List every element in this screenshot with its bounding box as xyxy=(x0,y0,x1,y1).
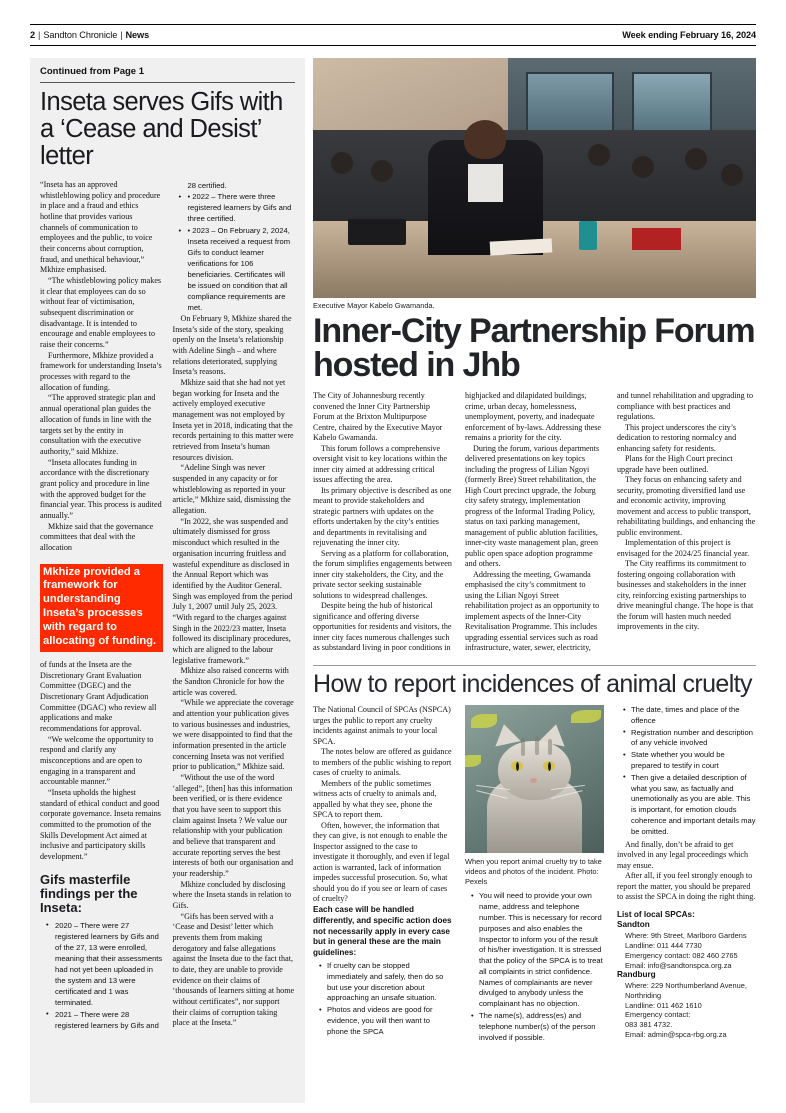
list-item: • You will need to provide your own name, address and telephone number. This is necessary for record purposes and also enables the Inspector to inform you of the result of his/her investigation. It is stressed that the policy of the SPCA is to treat all complaints in strict confidence. Names of complainants are never divulged to anybody unless the complainant has no objection. xyxy=(473,891,604,1010)
photo-red-object xyxy=(632,228,681,250)
paragraph: Mkhize said that she had not yet began working for Inseta and the actively employed executive management was not employed by Inseta yet in 2018, indicating that the records pertaining to this matter were retrieved from Inseta’s human resources division. xyxy=(172,378,294,462)
paragraph: Implementation of this project is envisaged for the 2024/25 financial year. xyxy=(617,538,750,558)
paragraph: “Inseta allocates funding in accordance with the discretionary grant policy and procedure in line with the approved budget for the financial year. This process is audited annually.” xyxy=(40,457,162,520)
spca-guidelines-list xyxy=(313,961,452,1037)
masthead-left xyxy=(30,30,149,40)
spca-article-headline: How to report incidences of animal cruelty xyxy=(313,669,752,698)
spca-info-list xyxy=(465,891,604,1043)
spca-branch-randburg xyxy=(617,970,756,1039)
branch-emergency: Emergency contact: 082 460 2765 xyxy=(625,950,738,960)
list-item: • If cruelty can be stopped immediately and safely, then do so but use your discretion about approaching an unsafe situation. xyxy=(321,961,452,1004)
pull-quote: Mkhize provided a framework for understanding Inseta’s processes with regard to allocating of funding. xyxy=(40,564,163,652)
publication-name: Sandton Chronicle xyxy=(43,30,118,40)
spca-details-list xyxy=(617,705,756,837)
paragraph: Serving as a platform for collaboration, the forum simplifies engagements between inner city stakeholders, the City, and the private sector seeking sustainable solutions to widespread challenges. xyxy=(313,548,452,600)
branch-name: Sandton xyxy=(617,920,650,930)
paragraph: And finally, don’t be afraid to get involved in any legal proceedings which may ensue. xyxy=(617,839,749,870)
paragraph: Mkhize said that the governance committees that deal with the allocation xyxy=(40,521,154,552)
left-article-panel xyxy=(30,58,305,1103)
cat-stripe xyxy=(535,736,539,755)
list-item: • 2020 – There were 27 registered learners by Gifs and of the 27, 13 were enrolled, meaning that their assessments had not yet been uploaded in the system and 13 were certificated and 1 was terminated. xyxy=(49,920,163,1008)
paragraph: “The approved strategic plan and annual operational plan guides the allocation of funds in line with the targets set by the entity in consultation with the executive authority,” said Mkhize. xyxy=(40,393,156,456)
paragraph: “Gifs has been served with a ‘Cease and Desist’ letter which prevents them from making derogatory and false allegations against the Inseta due to the fact that, to date, they are unable to provide evidence on their claims of ‘thousands of learners sitting at home without certificates”, nor support their claims of corruption taking place at the Inseta.” xyxy=(172,911,295,1028)
spca-branch-sandton xyxy=(617,920,756,970)
paragraph: “While we appreciate the coverage and attention your publication gives to various businesses and industries, we were disappointed to find that the information presented in the article concerning Inseta was not verified prior to publication,” Mkhize said. xyxy=(172,698,294,772)
spca-column-1 xyxy=(313,705,452,1044)
cat-pupil-right xyxy=(548,762,551,771)
photo-window-2 xyxy=(632,72,712,134)
section-divider xyxy=(313,665,756,666)
forum-article-body xyxy=(313,391,756,654)
list-item: • Registration number and description of any vehicle involved xyxy=(625,728,756,750)
cat-photo xyxy=(465,705,604,853)
photo-window-1 xyxy=(526,72,615,134)
spca-column-3 xyxy=(617,705,756,1044)
continued-kicker: Continued from Page 1 xyxy=(40,66,295,83)
spca-guidelines-intro: Each case will be handled differently, and specific action does not necessarily apply in every case but in general these are the main guidelines: xyxy=(313,904,452,958)
list-item: • State whether you would be prepared to testify in court xyxy=(625,750,756,772)
photo-bottle xyxy=(579,221,597,250)
list-item: • 2021 – There were 28 registered learners by Gifs and 28 certified. xyxy=(49,180,295,1031)
paragraph: “The whistleblowing policy makes it clear that employees can do so without fear of victimisation, subsequent discrimination or disadvantage. It is intended to encourage and enable employees to raise their concerns.” xyxy=(40,276,162,350)
cat-stripe xyxy=(521,738,525,756)
branch-name: Randburg xyxy=(617,970,656,980)
paragraph: After all, if you feel strongly enough to report the matter, you should be prepared to assist the SPCA in doing the right thing. xyxy=(617,871,756,902)
cat-stripe xyxy=(548,739,552,755)
photo-speaker-head xyxy=(464,120,506,158)
paragraph: “In 2022, she was suspended and ultimately dismissed for gross misconduct which resulted in the organisation incurring fruitless and wasteful expenditure as disclosed in the Annual Report which was identified by the Auditor General. Singh was employed from the period July 1, 2007 until July 25, 2023. “With regard to the charges against Singh in the 2022/23 matter, Inseta followed its disciplinary procedures, which are aligned to the labour legislative framework.” xyxy=(172,516,293,665)
branch-emergency-number: 083 381 4732. xyxy=(625,1020,673,1030)
masthead-separator-2: | xyxy=(120,30,123,40)
paragraph: Its primary objective is described as one meant to provide stakeholders and strategic partners with updates on the efforts undertaken by the city’s entities and departments in revitalising and rejuvenating the inner city. xyxy=(313,485,452,548)
paragraph: They focus on enhancing safety and security, promoting diversified land use and economic activity, improving movement and access to public transport, rehabilitating buildings, and enhancing the public environment. xyxy=(617,475,756,537)
paragraph: “Without the use of the word ‘alleged”, [then] has this information been verified, or is there evidence that you have seen to support this claim against Inseta ? We value our relationship with your publication and believe that transparent and accurate reporting serves the best interests of both our organisation and your readership.” xyxy=(172,772,294,878)
spca-column-2 xyxy=(465,705,604,1044)
photo-laptop xyxy=(348,219,406,245)
masthead-separator-1: | xyxy=(38,30,41,40)
paragraph: The City reaffirms its commitment to fostering ongoing collaboration with businesses and stakeholders in the inner city, reinforcing existing partnerships to drive meaningful change. The hope is that the forum will hasten much needed improvements in the city. xyxy=(617,559,754,632)
left-article-headline: Inseta serves Gifs with a ‘Cease and Desist’ letter xyxy=(40,88,283,171)
photo-speaker-shirt xyxy=(468,164,503,202)
spca-article-body xyxy=(313,705,756,1044)
paragraph: “Adeline Singh was never suspended in any capacity or for whistleblowing as reported in your article,” Mkhize said, dismissing the allegation. xyxy=(172,463,291,516)
paragraph: Mkhize also raised concerns with the Sandton Chronicle for how the article was covered. xyxy=(172,666,289,697)
findings-list-continued xyxy=(173,191,296,313)
forum-photo xyxy=(313,58,756,298)
paragraph: During the forum, various departments delivered presentations on key topics including the progress of Lilian Ngoyi (formerly Bree) Street rehabilitation, the High Court precinct upgrade, the Joburg city safety strategy, implementation progress of the Informal Trading Policy, status on taxi parking management, management of public ablution facilities, inner-city waste management plan, green public open space adoption programme and others. xyxy=(465,443,600,569)
paragraph: Despite being the hub of historical significance and offering diverse opportunities for residents and visitors, the inner city faces numerous challenges such as substandard living in poor conditions in highjacked and dilapidated buildings, crime, urban decay, homelessness, unemployment, poverty, and inadequate enforcement of by-laws. Addressing these remains a priority for the city. xyxy=(313,391,601,653)
forum-article-headline: Inner-City Partnership Forum hosted in Jhb xyxy=(313,312,755,384)
masthead-date: Week ending February 16, 2024 xyxy=(622,30,756,40)
paragraph: “We welcome the opportunity to respond and clarify any misconceptions and are open to engaging in a transparent and accountable manner.” xyxy=(40,734,154,787)
branch-emergency: Emergency contact: xyxy=(625,1010,691,1020)
section-name: News xyxy=(125,30,150,40)
branch-landline: Landline: 011 444 7730 xyxy=(625,941,702,951)
paragraph: The notes below are offered as guidance to members of the public wishing to report cases of cruelty to animals. xyxy=(313,747,452,778)
left-article-subhead: Gifs masterfile findings per the Inseta: xyxy=(40,871,138,916)
page-number: 2 xyxy=(30,30,36,40)
paragraph: Addressing the meeting, Gwamanda emphasised the city’s commitment to using the Lilian Ngoyi Street rehabilitation project as an opportunity to implement aspects of the Inner-City Revitalisation Programme. This includes upgrading essential services such as road infrastructure, water, sewer, electricity, and tunnel rehabilitation and upgrading to compliance with best practices and regulations. xyxy=(465,391,753,653)
paragraph: Mkhize concluded by disclosing where the Inseta stands in relation to Gifs. xyxy=(172,879,292,910)
branch-address: Where: 9th Street, Marlboro Gardens xyxy=(625,931,747,941)
paragraph: of funds at the Inseta are the Discretionary Grant Evaluation Committee (DGEC) and the Discretionary Grant Adjudication Committee (DGAC) who review all applications and make recommendations for approval. xyxy=(40,659,157,733)
branch-email: Email: admin@spca-rbg.org.za xyxy=(625,1029,727,1039)
leaf-shape xyxy=(571,710,601,723)
paragraph: Members of the public sometimes witness acts of cruelty to animals and, appalled by what they see, phone the SPCA to report them. xyxy=(313,778,437,820)
paragraph: This forum follows a comprehensive oversight visit to key locations within the inner city aimed at addressing critical issues affecting the area. xyxy=(313,443,447,485)
list-item: • The date, times and place of the offence xyxy=(625,705,756,727)
forum-photo-caption: Executive Mayor Kabelo Gwamanda. xyxy=(313,301,435,310)
paragraph: “Inseta upholds the highest standard of ethical conduct and good corporate governance. Inseta remains committed to the promotion of the Skills Development Act aimed at inclusive and participatory skills development.” xyxy=(40,787,161,861)
spca-list-title: List of local SPCAs: xyxy=(617,909,695,919)
page-masthead xyxy=(30,24,756,46)
paragraph: On February 9, Mkhize shared the Inseta’s side of the story, speaking openly on the Inseta’s relationship with Adeline Singh – and where relations deteriorated, supplying Inseta’s reasons. xyxy=(172,314,292,377)
list-item: • The name(s), address(es) and telephone number(s) of the person involved if possible. xyxy=(473,1011,604,1043)
branch-address: Where: 229 Northumberland Avenue, Northriding xyxy=(625,981,747,1000)
right-content-area xyxy=(313,58,756,1044)
list-item: • • 2022 – There were three registered learners by Gifs and three certified. xyxy=(182,191,296,224)
paragraph: “Inseta has an approved whistleblowing policy and procedure in place and a fraud and ethics hotline that provides various channels of communication to employees and the public, to voice their concerns about corruption, fraud, and unethical behaviour,” Mkhize emphasised. xyxy=(40,180,161,275)
paragraph: Often, however, the information that they can give, is not enough to enable the Inspector assigned to the case to investigate it thoroughly, and even if legal action is warranted, lack of information impedes successful prosecution. So, what should you do if you see or learn of cases of cruelty? xyxy=(313,820,450,904)
cat-photo-caption: When you report animal cruelty try to take videos and photos of the incident. Photo: Pexels xyxy=(465,857,602,886)
branch-landline: Landline: 011 462 1610 xyxy=(625,1000,702,1010)
cat-pupil-left xyxy=(516,762,519,771)
paragraph: Plans for the High Court precinct upgrade have been outlined. xyxy=(617,454,733,474)
paragraph: Furthermore, Mkhize provided a framework for understanding Inseta’s processes with regard to the allocation of funding. xyxy=(40,350,162,392)
paragraph: This project underscores the city’s dedication to restoring normalcy and enhancing safety for residents. xyxy=(617,422,737,453)
paragraph: The City of Johannesburg recently convened the Inner City Partnership Forum at the Brixton Multipurpose Centre, chaired by the Executive Mayor Kabelo Gwamanda. xyxy=(313,391,443,443)
cat-nose xyxy=(530,778,537,783)
list-item: • Then give a detailed description of what you saw, as factually and unemotionally as you are able. This is important, for emotion clouds coherence and important details may be omitted. xyxy=(625,773,756,838)
list-item: • • 2023 – On February 2, 2024, Inseta received a request from Gifs to conduct learner verifications for 106 beneficiaries. Certificates will be issued on condition that all compliance requirements are met. xyxy=(182,225,296,313)
left-article-body xyxy=(40,180,295,1031)
list-item: • Photos and videos are good for evidence, you will then want to phone the SPCA xyxy=(321,1005,452,1037)
paragraph: The National Council of SPCAs (NSPCA) urges the public to report any cruelty incidents against animals to your local SPCA. xyxy=(313,705,451,746)
branch-email: Email: info@sandtonspca.org.za xyxy=(625,960,732,970)
